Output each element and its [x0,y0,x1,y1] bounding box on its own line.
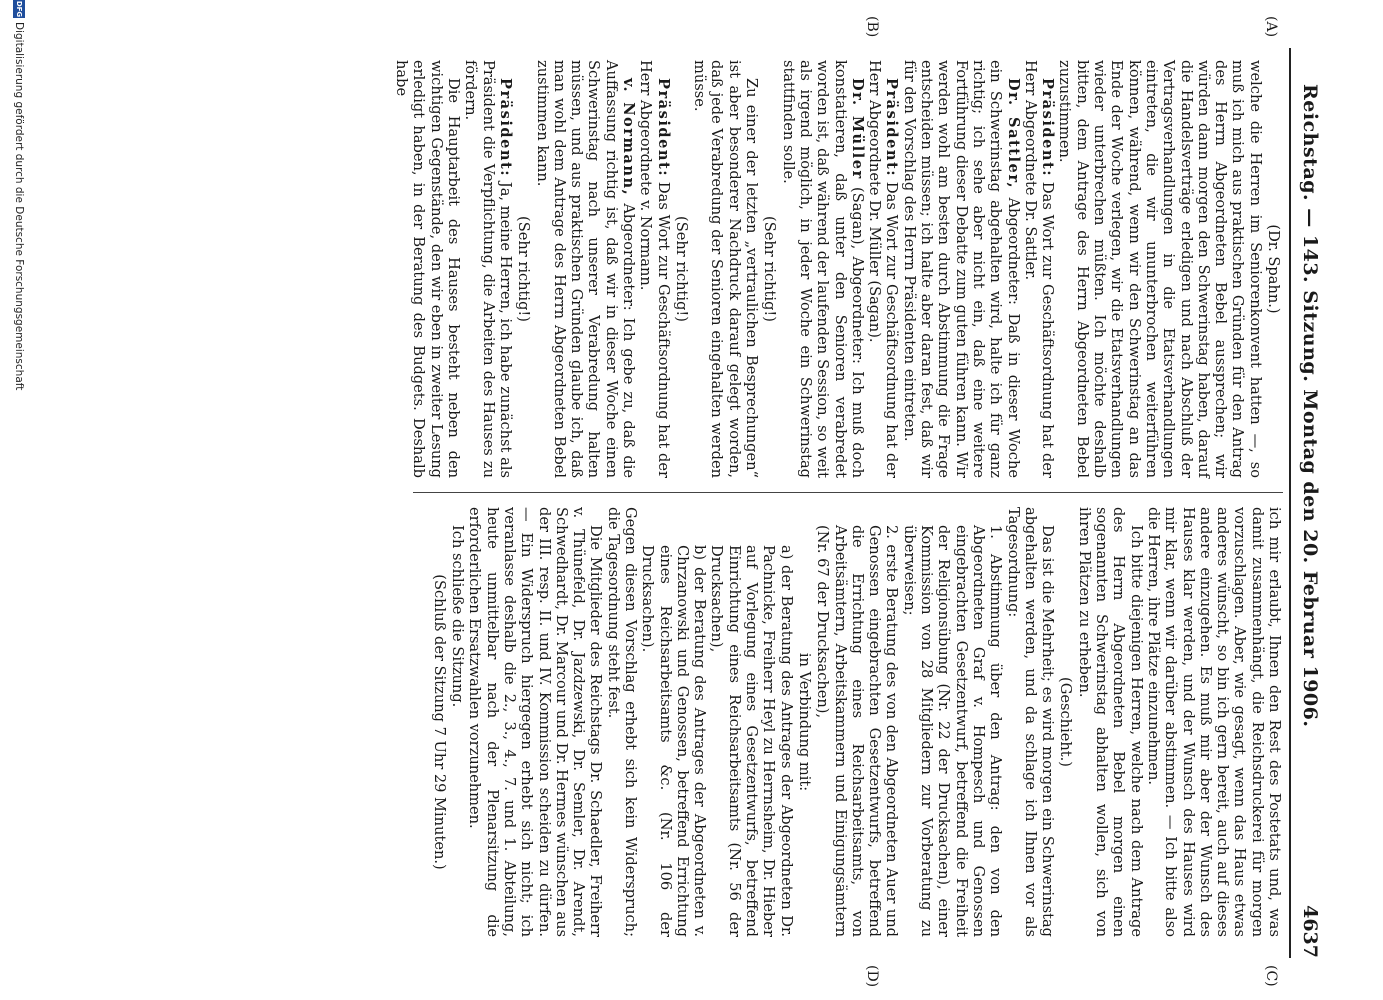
paragraph: ich mir erlaubt, Ihnen den Rest des Postetats und, was damit zusammenhängt, die Reichsdruckerei für morgen vorzuschlagen. Aber, wie gesagt, wenn das Haus etwas anderes wünscht, so bin ich gern bereit, auch auf dieses andere einzugehen. Es muß mir aber der Wunsch des Hauses klar werden, und der Wunsch des Hauses wird mir klar, wenn wir darüber abstimmen. — Ich bitte also die Herren, ihre Plätze einzunehmen. [1144,507,1283,937]
column-divider [413,492,1283,493]
margin-mark-d: (D) [864,965,880,988]
speech-text: (Sagan), Abgeordneter: Ich muß doch konstatieren, daß unter den Senioren verabredet worden ist, daß während der laufenden Session, so weit als irgend möglich, in jeder Woche ein Schwerinstag stattfinden solle. [779,60,866,478]
agenda-subitem: a) der Beratung des Antrages der Abgeordneten Dr. Pachnicke, Freiherr Heyl zu Herrnsheim, Dr. Hieber auf Vorlegung eines Gesetzentwurfs, betreffend Einrichtung eines Reichsarbeitsamts (Nr. 56 der Drucksachen), [708,545,795,937]
left-column [393,60,1283,479]
speech-text: Ja, meine Herren, ich habe zunächst als Präsident die Verpflichtung, die Arbeiten des Hauses zu fördern. [462,60,514,478]
speaker-name: v. Normann, [620,78,638,197]
paragraph [900,60,1021,478]
running-header [1295,48,1325,958]
paragraph [462,60,514,478]
reaction: (Sehr richtig!) [761,216,779,322]
paragraph: Die Mitglieder des Reichstags Dr. Schaedler, Freiherr v. Thünefeld, Dr. Jazdzewski, Dr. Semler, Dr. Arendt, Schwedhardt, Dr. Marcour und Dr. Hermes wünschen aus der III. resp. II. und IV. Kommission scheiden zu dürfen. — Ein Widerspruch hiergegen erhebt sich nicht; ich veranlasse deshalb die 2., 3., 4., 7. und 1. Abteilung, heute unmittelbar nach der Plenarsitzung die erforderlichen Ersatzwahlen vorzunehmen. [466,507,605,937]
reaction: (Sehr richtig!) [672,216,690,322]
speech-text: Das Wort zur Geschäftsordnung hat der Herr Abgeordnete Dr. Müller (Sagan). [866,60,901,478]
agenda-item: 2. erste Beratung des von den Abgeordneten Auer und Genossen eingebrachten Gesetzentwurfs, betreffend die Errichtung eines Reichsarbeitsamts, von Arbeitsämtern, Arbeitskammern und Einigungsämtern (Nr. 67 der Drucksachen), [814,525,901,937]
paragraph [1022,60,1057,478]
digitization-footer [5,0,25,1000]
speaker-name: Präsident: [654,78,672,178]
paragraph [533,60,637,478]
agenda-subitem: b) der Beratung des Antrages der Abgeordneten v. Chrzanowski und Genossen, betreffend Errichtung eines Reichsarbeitsamts &c. (Nr. 106 der Drucksachen). [639,545,709,937]
paragraph: welche die Herren im Seniorenkonvent hatten —, so muß ich mich aus praktischen Gründen für den Antrag des Herrn Abgeordneten Bebel aussprechen; wir würden dann morgen den Schwerinstag haben, darauf die Handelsverträge erledigen und nach Abschluß der Vertragsverhandlungen in die Etatsverhandlungen eintreten, die wir ununterbrochen weiterführen können, während, wenn wir den Schwerinstag an das Ende der Woche verlegen, wir die Etatsverhandlungen wieder unterbrechen müßten. Ich möchte deshalb bitten, dem Antrage des Herrn Abgeordneten Bebel zuzustimmen. [1056,60,1264,478]
right-column [403,507,1283,937]
speaker-name: Dr. Sattler, [1004,78,1022,190]
paragraph: Ich schließe die Sitzung. [449,525,467,708]
paragraph: Die Hauptarbeit des Hauses besteht neben den wichtigen Gegenstände, den wir eben in zweiter Lesung erledigt haben, in der Beratung des Budgets. Deshalb habe [393,60,463,478]
margin-mark-c: (C) [1263,965,1279,987]
paragraph: Zu einer der letzten „vertraulichen Besprechungen“ ist aber besonderer Nachdruck darauf gelegt worden, daß jede Verabredung der Senioren eingehalten werden müsse. [691,60,761,478]
reaction: (Sehr richtig!) [515,216,533,322]
speech-text: Abgeordneter: Ich gebe zu, daß die Auffassung richtig ist, daß wir in dieser Woche einen Schwerinstag nach unserer Verabredung halten müssen, und aus praktischen Gründen glaube ich, daß man wohl dem Antrage des Herrn Abgeordneten Bebel zustimmen kann. [533,60,638,479]
speech-text: Das Wort zur Geschäftsordnung hat der Herr Abgeordnete Dr. Sattler. [1021,60,1057,478]
page-number: 4637 [1299,905,1321,958]
dfg-logo: DFG [15,0,23,18]
session-end-note: (Schluß der Sitzung 7 Uhr 29 Minuten.) [430,574,448,870]
paragraph [779,60,865,478]
agenda-item: 1. Abstimmung über den Antrag: den von den Abgeordneten Graf v. Hompesch und Genossen eingebrachten Gesetzentwurf, betreffend die Freiheit der Religionsübung (Nr. 22 der Drucksachen), einer Kommission von 28 Mitgliedern zur Vorberatung zu überweisen; [900,525,1005,937]
margin-mark-b: (B) [864,16,880,38]
paragraph: Das ist die Mehrheit; es wird morgen ein Schwerinstag abgehalten werden, und da schlage ich Ihnen vor als Tagesordnung: [1004,507,1057,937]
speech-text: Abgeordneter: Daß in dieser Woche ein Schwerinstag abgehalten wird, halte ich für ganz richtig; ich sehe aber nicht ein, daß eine weitere Fortführung dieser Debatte zum guten führen kann. Wir werden wohl am besten durch Abstimmung die Frage entscheiden müssen; ich halte aber daran fest, daß wir für den Vorschlag des Herrn Präsidenten eintreten. [900,60,1022,478]
speaker-name: Präsident: [883,78,901,178]
reaction: (Geschieht.) [1057,677,1075,767]
paragraph [637,60,672,478]
margin-mark-a: (A) [1263,16,1279,38]
speaker-name: Präsident: [1039,78,1057,178]
header-rule [1289,48,1291,958]
paragraph: Ich bitte diejenigen Herren, welche nach dem Antrage des Herrn Abgeordneten Bebel morgen einen sogenannten Schwerinstag abhalten wollen, sich von ihren Plätzen zu erheben. [1075,507,1145,937]
speaker-continuation: (Dr. Spahn.) [1265,224,1282,314]
running-title: Reichstag. — 143. Sitzung. Montag den 20. Februar 1906. [1299,84,1321,728]
speech-text: Das Wort zur Geschäftsordnung hat der Herr Abgeordnete v. Normann. [637,60,672,478]
speaker-name: Dr. Müller [848,78,866,180]
paragraph: Gegen diesen Vorschlag erhebt sich kein Widerspruch; die Tagesordnung steht fest. [604,507,640,937]
footer-text: Digitalisierung gefördert durch die Deutsche Forschungsgemeinschaft [13,22,25,391]
speaker-name: Präsident: [496,78,514,178]
paragraph [866,60,901,478]
agenda-connector: in Verbindung mit: [795,652,813,792]
